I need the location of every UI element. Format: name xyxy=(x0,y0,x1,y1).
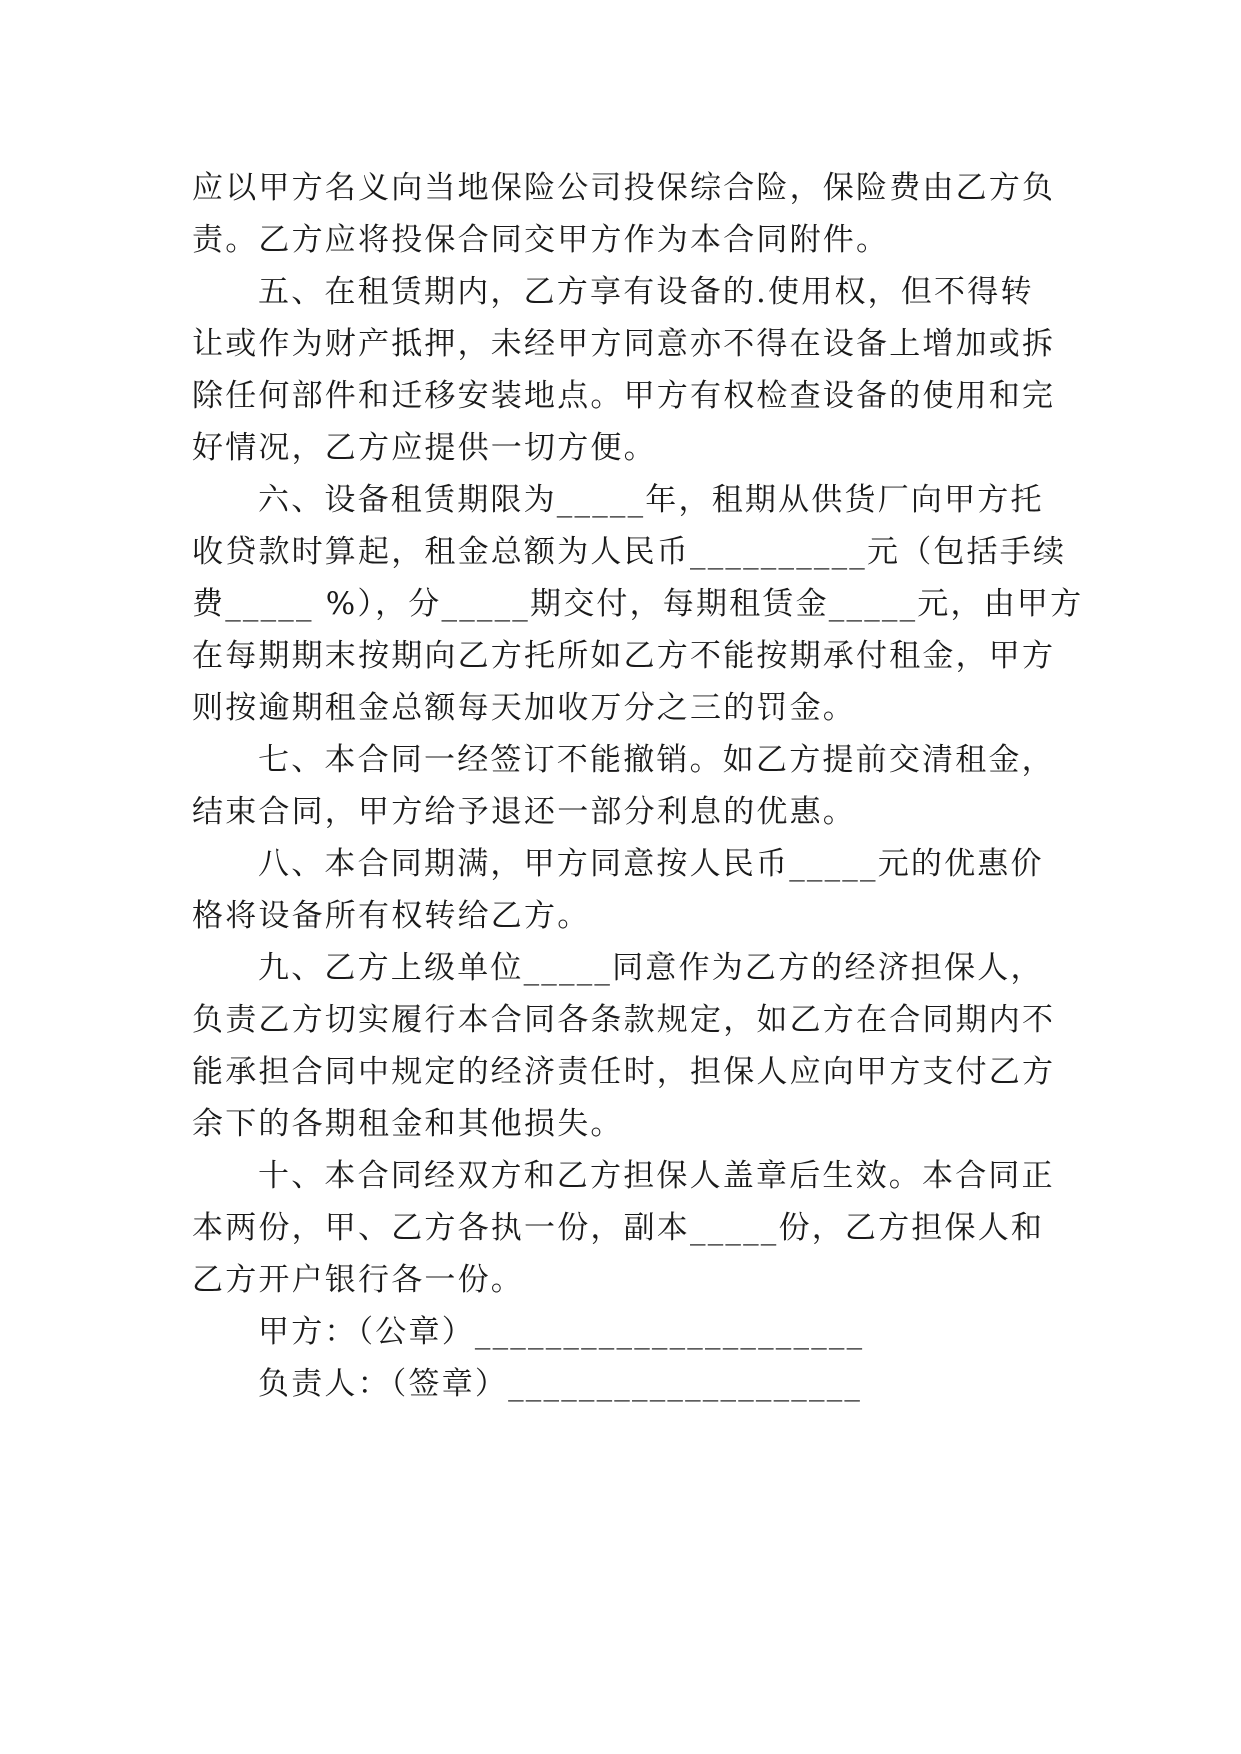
clause-6-line-2: 收贷款时算起，租金总额为人民币__________元（包括手续 xyxy=(192,534,1067,570)
clause-6-line-4: 在每期期末按期向乙方托所如乙方不能按期承付租金，甲方 xyxy=(192,638,1056,674)
clause-10-line-1: 十、本合同经双方和乙方担保人盖章后生效。本合同正 xyxy=(258,1158,1055,1194)
clause-8-line-2: 格将设备所有权转给乙方。 xyxy=(192,898,591,934)
clause-5-line-2: 让或作为财产抵押，未经甲方同意亦不得在设备上增加或拆 xyxy=(192,326,1056,362)
clause-6-line-3: 费_____ %），分_____期交付，每期租赁金_____元，由甲方 xyxy=(192,586,1084,622)
text-line-2: 责。乙方应将投保合同交甲方作为本合同附件。 xyxy=(192,222,890,258)
clause-8-line-1: 八、本合同期满，甲方同意按人民币_____元的优惠价 xyxy=(258,846,1044,882)
clause-5-line-1: 五、在租赁期内，乙方享有设备的.使用权，但不得转 xyxy=(258,274,1034,310)
clause-7-line-1: 七、本合同一经签订不能撤销。如乙方提前交清租金， xyxy=(258,742,1055,778)
clause-9-line-4: 余下的各期租金和其他损失。 xyxy=(192,1106,624,1142)
clause-5-line-4: 好情况，乙方应提供一切方便。 xyxy=(192,430,657,466)
clause-10-line-2: 本两份，甲、乙方各执一份，副本_____份，乙方担保人和 xyxy=(192,1210,1045,1246)
clause-6-line-5: 则按逾期租金总额每天加收万分之三的罚金。 xyxy=(192,690,856,726)
clause-7-line-2: 结束合同，甲方给予退还一部分利息的优惠。 xyxy=(192,794,856,830)
text-line-1: 应以甲方名义向当地保险公司投保综合险，保险费由乙方负 xyxy=(192,170,1056,206)
clause-5-line-3: 除任何部件和迁移安装地点。甲方有权检查设备的使用和完 xyxy=(192,378,1056,414)
party-a-signature-line: 甲方：（公章）______________________ xyxy=(258,1314,865,1350)
clause-9-line-2: 负责乙方切实履行本合同各条款规定，如乙方在合同期内不 xyxy=(192,1002,1056,1038)
clause-6-line-1: 六、设备租赁期限为_____年，租期从供货厂向甲方托 xyxy=(258,482,1044,518)
clause-9-line-3: 能承担合同中规定的经济责任时，担保人应向甲方支付乙方 xyxy=(192,1054,1056,1090)
responsible-person-signature-line: 负责人：（签章）____________________ xyxy=(258,1366,863,1402)
clause-10-line-3: 乙方开户银行各一份。 xyxy=(192,1262,524,1298)
clause-9-line-1: 九、乙方上级单位_____同意作为乙方的经济担保人， xyxy=(258,950,1044,986)
